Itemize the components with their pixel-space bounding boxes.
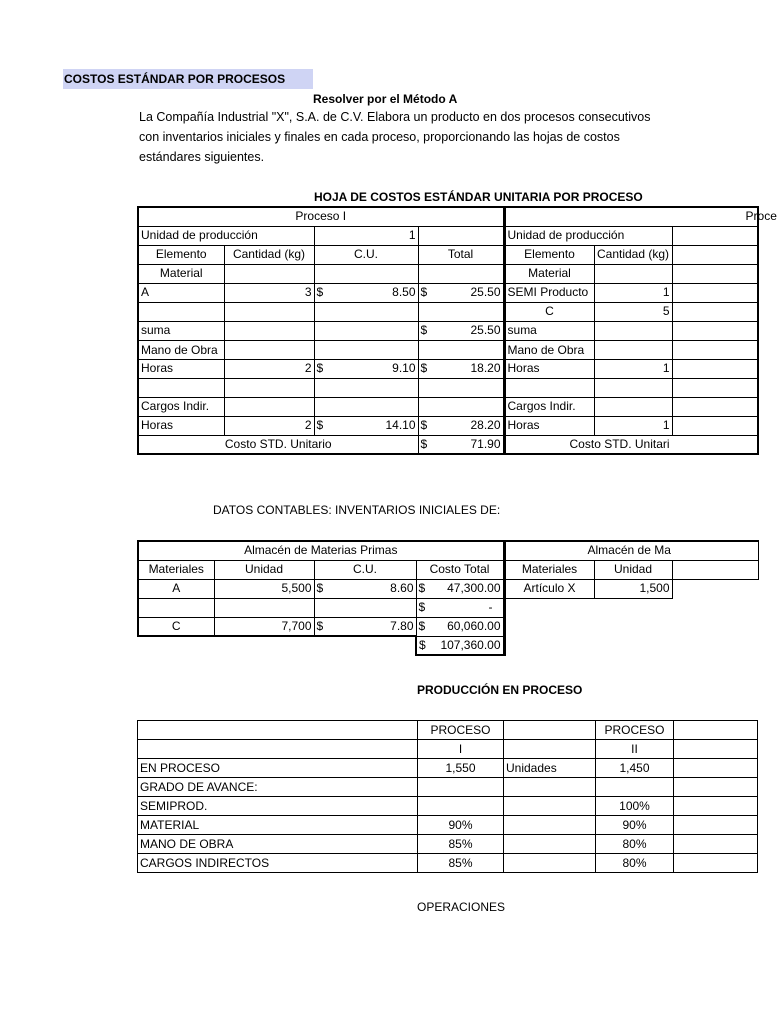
horas2-qty: 2 [224, 416, 314, 435]
horas1-qty-2: 1 [594, 359, 672, 378]
proceso-i-label: PROCESO [418, 721, 504, 740]
produccion-table-wrap [137, 720, 672, 878]
cargos-label-2: Cargos Indir. [504, 397, 594, 416]
col-costo-total: Costo Total [416, 560, 504, 579]
produccion-table [137, 720, 758, 873]
unidades-label: Unidades [504, 759, 596, 778]
cargos-label: Cargos Indir. [138, 397, 224, 416]
horas2-qty-2: 1 [594, 416, 672, 435]
en-proceso-label: EN PROCESO [138, 759, 418, 778]
mano-label: Mano de Obra [138, 340, 224, 359]
mano-label-2: Mano de Obra [504, 340, 594, 359]
horas-label-2: Horas [138, 416, 224, 435]
material-label-2: Material [504, 264, 594, 283]
col-total: Total [418, 245, 504, 264]
proceso-i-header: Proceso I [138, 207, 504, 226]
datos-row-c-unidad: 7,700 [214, 617, 314, 636]
horas1-total: $ 18.20 [418, 359, 504, 378]
datos-row-c-mat: C [138, 617, 214, 636]
c-qty: 5 [594, 302, 672, 321]
material-i: 90% [418, 816, 504, 835]
col-materiales-2: Materiales [504, 560, 594, 579]
section-title: COSTOS ESTÁNDAR POR PROCESOS [63, 69, 313, 89]
datos-row-a-unidad: 5,500 [214, 579, 314, 598]
col-unidad-2: Unidad [594, 560, 672, 579]
datos-grand-total: $ 107,360.00 [416, 636, 504, 655]
cargos-row-label: CARGOS INDIRECTOS [138, 854, 418, 873]
horas-label-1: Horas [138, 359, 224, 378]
semi-qty: 1 [594, 283, 672, 302]
semiprod-label: SEMIPROD. [138, 797, 418, 816]
hoja-table [137, 206, 777, 455]
proceso-ii-label: PROCESO [596, 721, 674, 740]
articulo-label: Artículo X [504, 579, 594, 598]
proceso-ii-numeral: II [596, 740, 674, 759]
articulo-unidad: 1,500 [594, 579, 672, 598]
proceso-i-numeral: I [418, 740, 504, 759]
col-cantidad: Cantidad (kg) [224, 245, 314, 264]
intro-line-2: con inventarios iniciales y finales en cada proceso, proporcionando las hojas de costos [139, 130, 620, 144]
proceso-ii-header: Proce [504, 207, 758, 226]
material-row-label: MATERIAL [138, 816, 418, 835]
datos-row-a-mat: A [138, 579, 214, 598]
material-ii: 90% [596, 816, 674, 835]
horas1-cu: $ 9.10 [314, 359, 418, 378]
datos-row-a-cu: $ 8.60 [314, 579, 416, 598]
col-cu-datos: C.U. [314, 560, 416, 579]
semi-label: SEMI Producto [504, 283, 594, 302]
col-cu: C.U. [314, 245, 418, 264]
row-a-label: A [138, 283, 224, 302]
mano-ii: 80% [596, 835, 674, 854]
suma-label-2: suma [504, 321, 594, 340]
hoja-title: HOJA DE COSTOS ESTÁNDAR UNITARIA POR PROCESO [314, 190, 643, 204]
col-materiales: Materiales [138, 560, 214, 579]
c-label: C [504, 302, 594, 321]
material-label: Material [138, 264, 224, 283]
horas2-total: $ 28.20 [418, 416, 504, 435]
datos-row-a-total: $ 47,300.00 [416, 579, 504, 598]
datos-table [137, 540, 759, 656]
row-a-total: $ 25.50 [418, 283, 504, 302]
datos-row-c-cu: $ 7.80 [314, 617, 416, 636]
mano-i: 85% [418, 835, 504, 854]
cargos-i: 85% [418, 854, 504, 873]
horas-label-1b: Horas [504, 359, 594, 378]
horas1-qty: 2 [224, 359, 314, 378]
cargos-ii: 80% [596, 854, 674, 873]
col-elemento: Elemento [138, 245, 224, 264]
suma-total: $ 25.50 [418, 321, 504, 340]
col-cantidad-2: Cantidad (kg) [594, 245, 672, 264]
produccion-title: PRODUCCIÓN EN PROCESO [417, 683, 583, 697]
col-elemento-2: Elemento [504, 245, 594, 264]
costo-std-label-2: Costo STD. Unitari [504, 435, 758, 454]
costo-std-total: $ 71.90 [418, 435, 504, 454]
datos-row-empty-total: $ - [416, 598, 504, 617]
intro-line-1: La Compañía Industrial "X", S.A. de C.V. Elabora un producto en dos procesos consecutivos [139, 110, 651, 124]
row-a-qty: 3 [224, 283, 314, 302]
almacen-header: Almacén de Materias Primas [138, 541, 504, 560]
intro-line-3: estándares siguientes. [139, 150, 265, 164]
mano-row-label: MANO DE OBRA [138, 835, 418, 854]
method-heading: Resolver por el Método A [313, 92, 458, 106]
costo-std-label: Costo STD. Unitario [138, 435, 418, 454]
unidad-value: 1 [314, 226, 418, 245]
unidad-label: Unidad de producción [138, 226, 314, 245]
datos-row-c-total: $ 60,060.00 [416, 617, 504, 636]
almacen-header-2: Almacén de Ma [504, 541, 758, 560]
unidad-label-2: Unidad de producción [504, 226, 672, 245]
suma-label: suma [138, 321, 224, 340]
grado-label: GRADO DE AVANCE: [138, 778, 418, 797]
datos-table-wrap [137, 540, 672, 664]
horas2-cu: $ 14.10 [314, 416, 418, 435]
datos-title: DATOS CONTABLES: INVENTARIOS INICIALES DE: [213, 503, 501, 517]
row-a-cu: $ 8.50 [314, 283, 418, 302]
en-proceso-ii: 1,450 [596, 759, 674, 778]
en-proceso-i: 1,550 [418, 759, 504, 778]
operaciones-heading: OPERACIONES [417, 900, 506, 914]
horas-label-2b: Horas [504, 416, 594, 435]
hoja-table-wrap [137, 206, 777, 483]
semiprod-ii: 100% [596, 797, 674, 816]
col-unidad: Unidad [214, 560, 314, 579]
